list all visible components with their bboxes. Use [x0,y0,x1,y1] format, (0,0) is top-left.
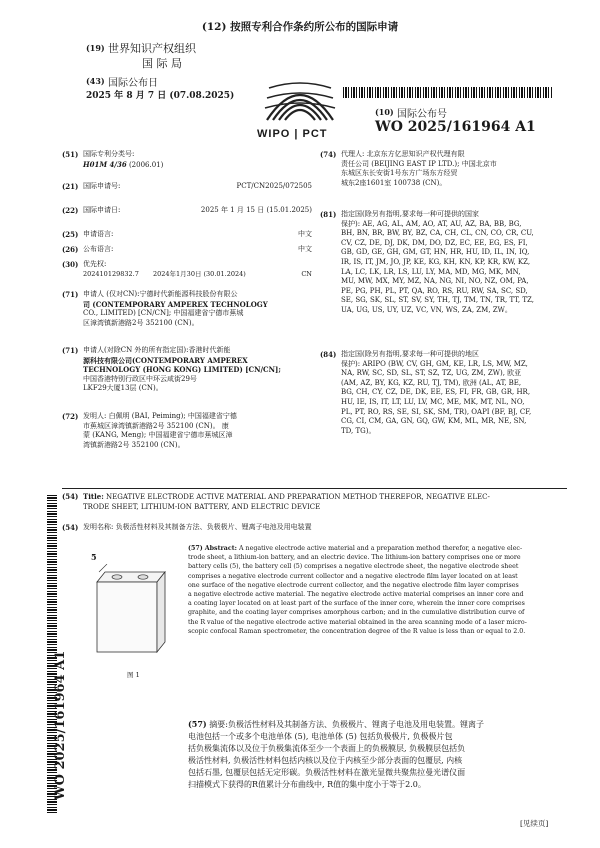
divider [62,488,567,489]
regional-states-line: NA, RW, SC, SD, SL, ST, SZ, TZ, UG, ZM, ZW), 欧亚 [341,369,522,378]
app-number: PCT/CN2025/072505 [236,182,312,190]
applicant-cn-num: (71) [62,290,79,299]
title-en-line: NEGATIVE ELECTRODE ACTIVE MATERIAL AND PREPARATION METHOD THEREFOR, NEGATIVE ELEC- [106,493,490,501]
designated-states-line: SE, SG, SK, SL, ST, SV, SY, TH, TJ, TM, TN, TR, TT, TZ, [341,296,534,305]
pub-number-num: (10) [375,107,394,117]
pub-date-label: 国际公布日 [108,78,158,89]
abstract-en-line: A negative electrode active material and a preparation method therefor, a negative elec- [238,545,523,552]
left-column [62,150,312,480]
title-zh-label: 发明名称: [83,523,114,531]
agent-line: 代理人: 北京东方亿思知识产权代理有限 [341,150,465,158]
abstract-en-line: a coating layer located on at least part of the surface of the inner core, wherein the inner core comprises [188,600,525,608]
applicant-hk-line: 申请人(对除CN 外的所有指定国):香港时代新能 [83,346,231,354]
designated-states-line: LA, LC, LK, LR, LS, LU, LY, MA, MD, MG, MK, MN, [341,267,521,276]
pub-date: 2025 年 8 月 7 日 (07.08.2025) [86,91,235,101]
regional-states-line: 保护): ARIPO (BW, CV, GH, GM, KE, LR, LS, MW, MZ, [341,359,528,368]
filing-date: 2025 年 1 月 15 日 (15.01.2025) [200,206,312,214]
abstract-en [188,544,568,636]
title-zh: 负极活性材料及其制备方法、负极极片、锂离子电池及用电装置 [115,523,312,531]
pub-language: 中文 [298,245,312,253]
org-number: (19) [86,43,105,53]
app-number-num: (21) [62,182,79,191]
abstract-en-num: (57) [188,545,203,552]
designated-states-line: UA, UG, US, UY, UZ, VC, VN, WS, ZA, ZM, ZW。 [341,305,512,314]
priority-number: 202410129832.7 [83,269,139,278]
agent-line: 城东2座1601室 100738 (CN)。 [341,178,447,187]
pub-language-label: 公布语言: [83,245,114,253]
priority-label: 优先权: [83,260,107,268]
wipo-logo [255,62,345,142]
abstract-zh [188,718,568,791]
filing-date-label: 国际申请日: [83,206,121,214]
regional-states-line: BG, CH, CY, CZ, DE, DK, EE, ES, FI, FR, GB, GR, HR, [341,388,531,397]
vertical-pub-number: WO 2025/161964 A1 [53,650,68,800]
abstract-en-line: battery cells (5), the battery cell (5) comprises a negative electrode sheet, the negative electrode sheet [188,563,519,571]
figure-caption: 图 1 [127,671,140,679]
org-subname: 国 际 局 [142,57,182,70]
applicant-cn-line: 申请人 (仅对CN):宁德时代新能源科技股份有限公 [83,290,238,298]
applicant-hk-line: LKF29大厦13层 (CN)。 [83,384,163,393]
inventors-line: 市蕉城区漳湾镇新港路2号 352100 (CN)。 康 [83,421,229,430]
abstract-zh-label: 摘要: [209,720,228,729]
regional-states-line: HU, IE, IS, IT, LT, LU, LV, MC, ME, MK, MT, NL, NO, [341,397,525,406]
wipo-globe-icon [255,62,345,132]
pub-language-num: (26) [62,245,79,254]
abstract-zh-line: 负极活性材料及其制备方法、负极极片、锂离子电池及用电装置。锂离子 [227,720,484,729]
ipc-year: (2006.01) [128,160,164,169]
inventors-line: 湾镇新港路2号 352100 (CN)。 [83,440,185,449]
abstract-en-label: Abstract: [204,545,237,552]
abstract-en-line: scopic confocal Raman spectrometer, the concentration degree of the R value is less than or equal to 2.0. [188,627,526,635]
regional-states-line: CG, CI, CM, GA, GN, GQ, GW, KM, ML, MR, NE, SN, [341,417,527,426]
pub-number-label: 国际公布号 [397,109,447,120]
agent-line: 责任公司 (BEIJING EAST IP LTD.); 中国北京市 [341,159,497,168]
priority-country: CN [301,269,312,278]
inventors-num: (72) [62,412,79,421]
agent-line: 东城区东长安街1号东方广场东方经贸 [341,169,458,178]
abstract-en-line: trode sheet, a lithium-ion battery, and an electric device. The lithium-ion battery comprises one or more [188,554,521,562]
applicant-hk-line: 中国香港特别行政区中环云咸街29号 [83,374,197,383]
abstract-en-line: comprises a negative electrode current collector and a negative electrode film layer located on at least [188,572,518,580]
regional-states-line: TD, TG)。 [341,426,376,435]
designated-states-num: (81) [320,210,337,219]
regional-states-line: 指定国(除另有指明,要求每一种可提供的地区 [341,350,479,358]
figure-ref-number: 5 [91,552,97,562]
designated-states-line: GB, GD, GE, GH, GM, GT, HN, HR, HU, ID, IL, IN, IQ, [341,248,530,257]
abstract-zh-line: 电池包括一个或多个电池单体 (5), 电池单体 (5) 包括负极极片, 负极极片包 [188,732,453,741]
abstract-zh-num: (57) [188,719,207,729]
designated-states-line: PE, PG, PH, PL, PT, QA, RO, RS, RU, RW, SA, SC, SD, [341,286,528,295]
priority-num: (30) [62,260,79,269]
regional-states-line: PL, PT, RO, RS, SE, SI, SK, SM, TR), OAPI (BF, BJ, CF, [341,407,532,416]
applicant-hk-line: TECHNOLOGY (HONG KONG) LIMITED) [CN/CN]; [83,365,281,375]
app-number-label: 国际申请号: [83,182,121,190]
filing-language: 中文 [298,230,312,238]
designated-states-line: BH, BN, BR, BW, BY, BZ, CA, CH, CL, CN, CO, CR, CU, [341,229,534,238]
regional-states-num: (84) [320,350,337,359]
applicant-cn-line: CO., LIMITED) [CN/CN]; 中国福建省宁德市蕉城 [83,309,244,318]
abstract-zh-line: 扫描模式下获得的R值累计分布曲线中, R值的集中度小于等于2.0。 [188,780,426,789]
title-en-label: Title: [83,492,104,501]
abstract-en-line: one surface of the negative electrode current collector, and the negative electrode film layer comprises [188,581,519,589]
agent-num: (74) [320,150,337,159]
designated-states-line: CV, CZ, DE, DJ, DK, DM, DO, DZ, EC, EE, EG, ES, FI, [341,238,528,247]
wipo-logo-text: WIPO | PCT [257,128,328,140]
applicant-cn-line: 司 (CONTEMPORARY AMPEREX TECHNOLOGY [83,299,268,309]
battery-cell-icon [85,564,175,664]
applicant-hk-num: (71) [62,346,79,355]
abstract-zh-line: 括负极集流体以及位于负极集流体至少一个表面上的负极膜层, 负极膜层包括负 [188,744,466,753]
designated-states-line: 保护): AE, AG, AL, AM, AO, AT, AU, AZ, BA, BB, BG, [341,219,522,228]
priority-date: 2024年1月30日 (30.01.2024) [153,269,246,278]
regional-states-line: (AM, AZ, BY, KG, KZ, RU, TJ, TM), 欧洲 (AL, AT, BE, [341,378,522,387]
title-en-line: TRODE SHEET, LITHIUM-ION BATTERY, AND ELECTRIC DEVICE [83,502,321,511]
ipc-field [62,150,312,170]
ipc-code: H01M 4/36 [83,159,127,169]
designated-states-line: IR, IS, IT, JM, JO, JP, KE, KG, KH, KN, KP, KR, KW, KZ, [341,257,531,266]
designated-states-line: 指定国(除另有指明,要求每一种可提供的国家 [341,210,479,218]
org-name: 世界知识产权组织 [108,42,196,55]
applicant-hk-line: 源科技有限公司(CONTEMPORARY AMPEREX [83,355,248,365]
figure [75,548,175,678]
filing-language-num: (25) [62,230,79,239]
title-en-num: (54) [62,492,79,501]
ipc-label: 国际专利分类号: [83,150,135,158]
priority-field [62,260,312,284]
pub-number: WO 2025/161964 A1 [375,119,536,135]
abstract-zh-line: 包括石墨, 包覆层包括无定形碳。负极活性材料在激光显微共聚焦拉曼光谱仪面 [188,768,466,777]
document-title: (12) 按照专利合作条约所公布的国际申请 [201,21,399,33]
inventors-line: 发明人: 白佩明 (BAI, Peiming); 中国福建省宁德 [83,412,237,420]
abstract-en-line: the R value of the negative electrode active material obtained in the area scanning mode of a laser micro- [188,618,527,626]
abstract-zh-line: 极活性材料, 负极活性材料包括内核以及位于内核至少部分表面的包覆层, 内核 [188,756,463,765]
abstract-en-line: graphite, and the coating layer comprises amorphous carbon; and in the cumulative distribution curve of [188,609,525,617]
ipc-number: (51) [62,150,79,159]
abstract-en-line: a negative electrode active material. The negative electrode active material comprises an inner core and [188,591,524,599]
pub-date-number: (43) [86,76,105,86]
title-zh-num: (54) [62,523,79,532]
filing-language-label: 申请语言: [83,230,114,238]
continued-notice: [见续页] [520,819,549,828]
inventors-line: 蒙 (KANG, Meng); 中国福建省宁德市蕉城区漳 [83,431,233,440]
right-column [320,150,568,480]
designated-states-line: MU, MW, MX, MY, MZ, NA, NG, NI, NO, NZ, OM, PA, [341,277,529,286]
barcode [343,87,553,98]
filing-date-num: (22) [62,206,79,215]
applicant-cn-line: 区漳湾镇新港路2号 352100 (CN)。 [83,318,199,327]
